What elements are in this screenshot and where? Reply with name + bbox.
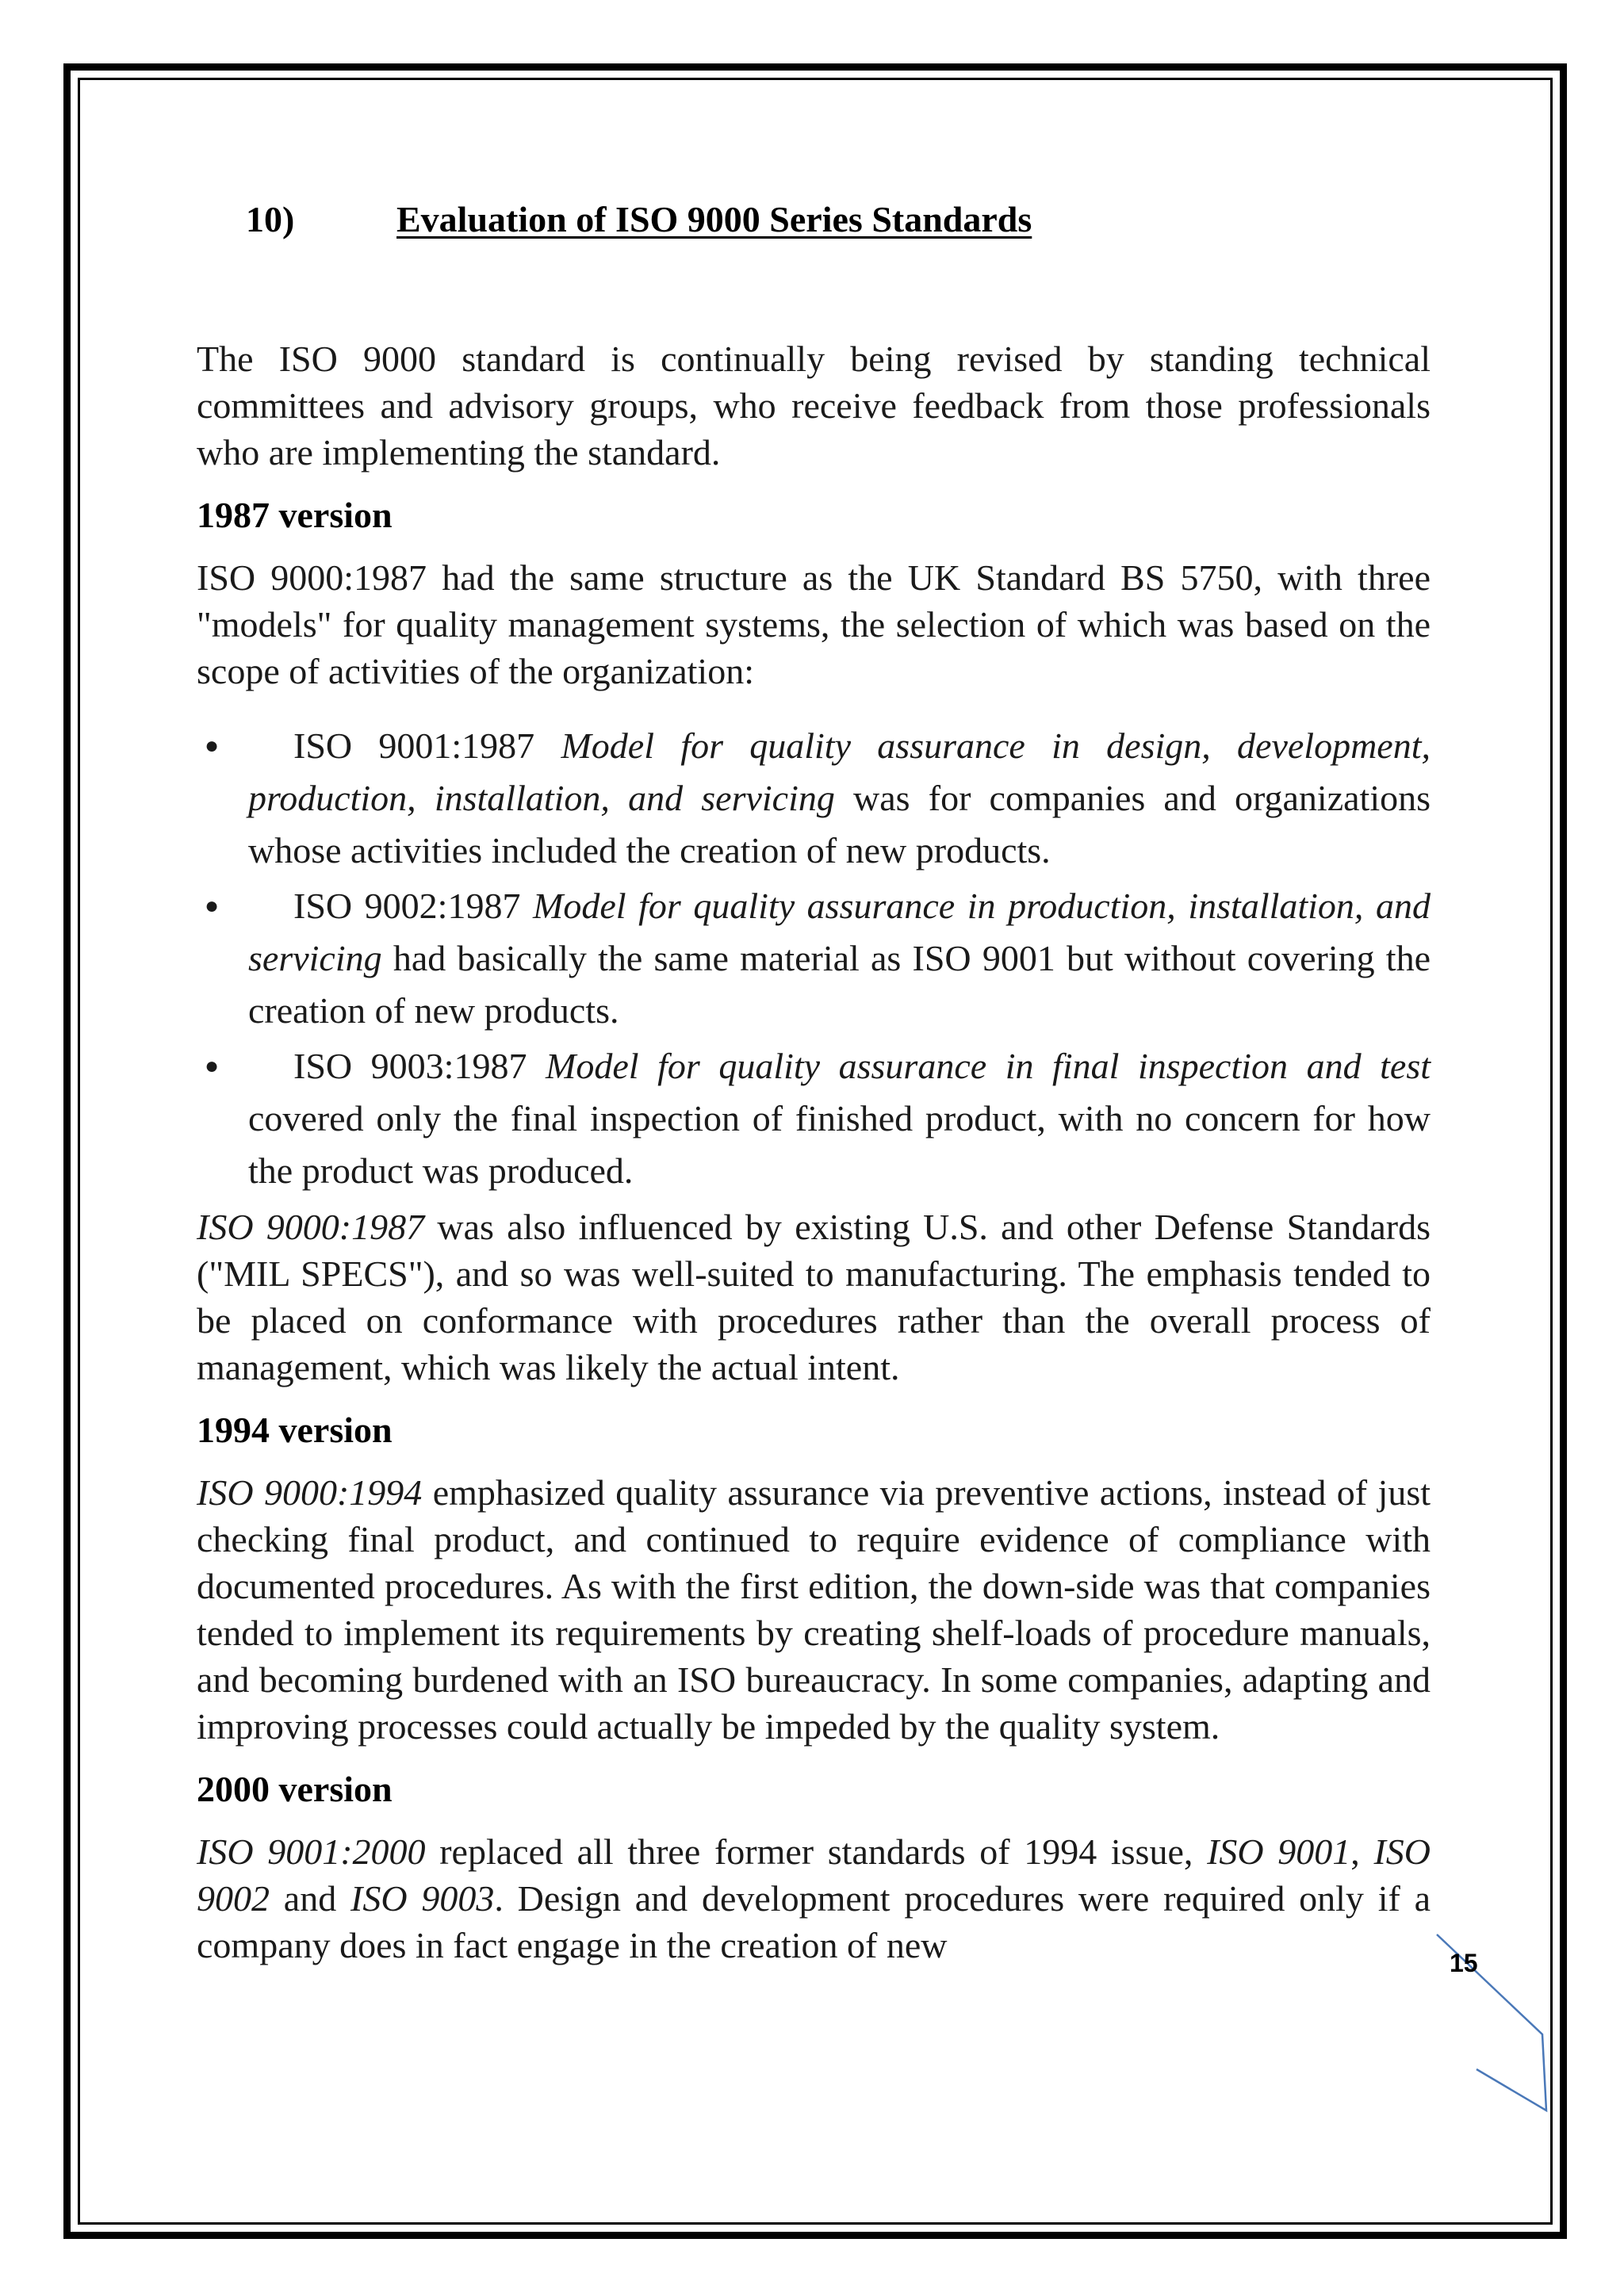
model-title: Model for quality assurance in final inspection and test	[546, 1046, 1431, 1086]
bullet-icon: ●	[205, 1053, 220, 1079]
subheading-1987: 1987 version	[197, 495, 393, 535]
model-title: Model for quality assurance in production, installation, and servicing	[248, 886, 1431, 978]
model-description: had basically the same material as ISO 9001 but without covering the creation of new products.	[248, 938, 1431, 1031]
standard-name: ISO 9001:2000	[197, 1831, 426, 1872]
standard-name: ISO 9000:1994	[197, 1472, 423, 1513]
paragraph-text: . Design and development procedures were required only if a company does in fact engage in the creation of new	[197, 1878, 1431, 1965]
model-description: was for companies and organizations whose activities included the creation of new products.	[248, 778, 1431, 871]
separator-text: and	[283, 1878, 337, 1919]
paragraph-1987-structure: ISO 9000:1987 had the same structure as the UK Standard BS 5750, with three "models" for quality management systems, the selection of which was based on the scope of activities of the organization:	[197, 557, 1431, 691]
subheading-2000: 2000 version	[197, 1769, 393, 1809]
standard-name: ISO 9001	[1207, 1831, 1351, 1872]
section-number: 10)	[246, 199, 295, 239]
paragraph-text: emphasized quality assurance via preventive actions, instead of just checking final product, and continued to require evidence of compliance with documented procedures. As with the first edition, the down-side was that companies tended to implement its requirements by creating shelf-loads of procedure manuals, and becoming burdened with an ISO bureaucracy. In some companies, adapting and improving processes could actually be impeded by the quality system.	[197, 1472, 1431, 1747]
section-title: Evaluation of ISO 9000 Series Standards	[396, 199, 1032, 239]
subheading-1994: 1994 version	[197, 1410, 393, 1450]
model-code: ISO 9001:1987	[293, 725, 535, 766]
intro-paragraph: The ISO 9000 standard is continually being revised by standing technical committees and advisory groups, who receive feedback from those professionals who are implementing the standard.	[197, 339, 1431, 473]
paragraph-text: replaced all three former standards of 1994 issue,	[439, 1831, 1193, 1872]
standard-name: ISO 9000:1987	[197, 1207, 425, 1247]
model-code: ISO 9003:1987	[293, 1046, 527, 1086]
model-title: Model for quality assurance in design, development, production, installation, and servicing	[248, 725, 1431, 818]
page-number: 15	[1450, 1949, 1478, 1977]
model-description: covered only the final inspection of finished product, with no concern for how the product was produced.	[248, 1098, 1431, 1191]
bullet-icon: ●	[205, 733, 220, 759]
standard-name: ISO 9002	[197, 1831, 1431, 1919]
standard-name: ISO 9003	[350, 1878, 495, 1919]
paragraph-text: was also influenced by existing U.S. and other Defense Standards ("MIL SPECS"), and so was well-suited to manufacturing. The emphasis tended to be placed on conformance with procedures rather than the overall process of management, which was likely the actual intent.	[197, 1207, 1431, 1387]
model-code: ISO 9002:1987	[293, 886, 521, 926]
bullet-icon: ●	[205, 893, 220, 919]
separator-text: ,	[1350, 1831, 1360, 1872]
